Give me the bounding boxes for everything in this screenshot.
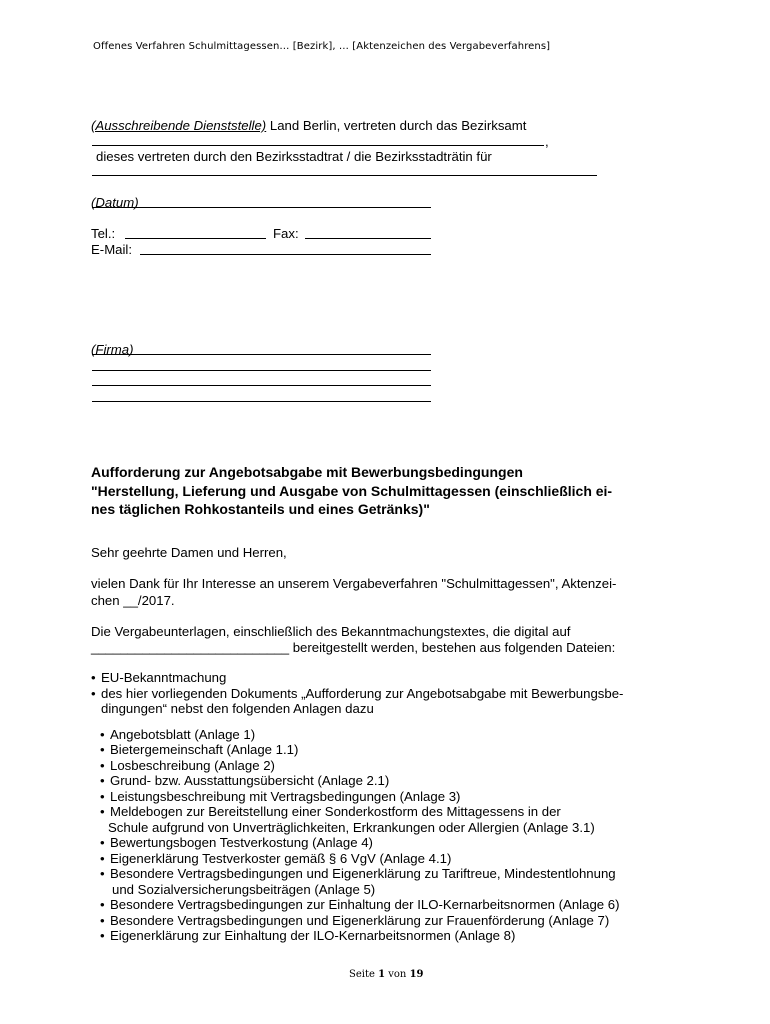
authority-label: (Ausschreibende Dienststelle) bbox=[91, 118, 267, 133]
bullet-icon: • bbox=[100, 851, 105, 866]
intro-paragraph-line-2: chen __/2017. bbox=[91, 593, 175, 608]
list-item: • Eigenerklärung zur Einhaltung der ILO-Kernarbeitsnormen (Anlage 8) bbox=[100, 928, 516, 943]
list-item: • Besondere Vertragsbedingungen und Eigenerklärung zur Frauenförderung (Anlage 7) bbox=[100, 913, 610, 928]
bullet-icon: • bbox=[91, 686, 96, 701]
documents-paragraph-line-2: ___________________________ bereitgestellt werden, bestehen aus folgenden Dateien: bbox=[91, 640, 616, 655]
list-item: • Meldebogen zur Bereitstellung einer Sonderkostform des Mittagessens in der bbox=[100, 804, 561, 819]
bullet-icon: • bbox=[100, 913, 105, 928]
list-item: • Grund- bzw. Ausstattungsübersicht (Anlage 2.1) bbox=[100, 773, 390, 788]
authority-text: Land Berlin, vertreten durch das Bezirksamt bbox=[269, 118, 527, 133]
page-number-footer: Seite 1 von 19 bbox=[349, 969, 424, 980]
intro-paragraph-line-1: vielen Dank für Ihr Interesse an unserem Vergabeverfahren "Schulmittagessen", Aktenzei- bbox=[91, 576, 617, 591]
company-fill-line-1 bbox=[92, 354, 431, 355]
list-item: • des hier vorliegenden Dokuments „Aufforderung zur Angebotsabgabe mit Bewerbungsbe- bbox=[91, 686, 624, 701]
date-fill-line bbox=[92, 207, 431, 208]
list-item: • EU-Bekanntmachung bbox=[91, 670, 227, 685]
tel-label: Tel.: bbox=[91, 226, 116, 241]
bullet-icon: • bbox=[91, 670, 96, 685]
list-item: • Eigenerklärung Testverkoster gemäß § 6 VgV (Anlage 4.1) bbox=[100, 851, 452, 866]
company-fill-line-2 bbox=[92, 370, 431, 371]
tel-fill-line bbox=[125, 238, 266, 239]
list-item: • Losbeschreibung (Anlage 2) bbox=[100, 758, 275, 773]
bullet-icon: • bbox=[100, 789, 105, 804]
company-fill-line-4 bbox=[92, 401, 431, 402]
list-item-continuation: Schule aufgrund von Unverträglichkeiten, Erkrankungen oder Allergien (Anlage 3.1) bbox=[108, 820, 595, 835]
bullet-icon: • bbox=[100, 804, 105, 819]
list-item: • Besondere Vertragsbedingungen und Eigenerklärung zu Tariftreue, Mindestentlohnung bbox=[100, 866, 616, 881]
bullet-icon: • bbox=[100, 742, 105, 757]
running-header: Offenes Verfahren Schulmittagessen… [Bezirk], … [Aktenzeichen des Vergabeverfahrens] bbox=[93, 41, 551, 52]
authority-comma: , bbox=[545, 134, 549, 149]
list-item: • Besondere Vertragsbedingungen zur Einhaltung der ILO-Kernarbeitsnormen (Anlage 6) bbox=[100, 897, 620, 912]
fax-label: Fax: bbox=[273, 226, 299, 241]
bullet-icon: • bbox=[100, 773, 105, 788]
document-title-line-1: Aufforderung zur Angebotsabgabe mit Bewerbungsbedingungen bbox=[91, 464, 523, 480]
fax-fill-line bbox=[305, 238, 431, 239]
list-item: • Bewertungsbogen Testverkostung (Anlage 4) bbox=[100, 835, 373, 850]
documents-paragraph-line-1: Die Vergabeunterlagen, einschließlich des Bekanntmachungstextes, die digital auf bbox=[91, 624, 571, 639]
authority-fill-line bbox=[92, 145, 544, 146]
bullet-icon: • bbox=[100, 835, 105, 850]
total-pages: 19 bbox=[409, 969, 424, 980]
department-fill-line bbox=[92, 175, 597, 176]
list-item: • Angebotsblatt (Anlage 1) bbox=[100, 727, 256, 742]
document-title-line-2: "Herstellung, Lieferung und Ausgabe von Schulmittagessen (einschließlich ei- bbox=[91, 483, 613, 499]
company-label: (Firma) bbox=[91, 342, 134, 357]
authority-line bbox=[91, 118, 526, 134]
salutation: Sehr geehrte Damen und Herren, bbox=[91, 545, 287, 560]
document-title-line-3: nes täglichen Rohkostanteils und eines Getränks)" bbox=[91, 501, 430, 517]
list-item-continuation: und Sozialversicherungsbeiträgen (Anlage 5) bbox=[112, 882, 376, 897]
list-item: • Leistungsbeschreibung mit Vertragsbedingungen (Anlage 3) bbox=[100, 789, 461, 804]
authority-representative-text: dieses vertreten durch den Bezirksstadtrat / die Bezirksstadträtin für bbox=[96, 149, 492, 164]
company-fill-line-3 bbox=[92, 385, 431, 386]
current-page: 1 bbox=[378, 969, 386, 980]
list-item: • Bietergemeinschaft (Anlage 1.1) bbox=[100, 742, 299, 757]
list-item-continuation: dingungen“ nebst den folgenden Anlagen dazu bbox=[101, 701, 374, 716]
bullet-icon: • bbox=[100, 928, 105, 943]
email-fill-line bbox=[140, 254, 431, 255]
bullet-icon: • bbox=[100, 897, 105, 912]
bullet-icon: • bbox=[100, 758, 105, 773]
bullet-icon: • bbox=[100, 727, 105, 742]
date-label: (Datum) bbox=[91, 195, 139, 210]
email-label: E-Mail: bbox=[91, 242, 133, 257]
bullet-icon: • bbox=[100, 866, 105, 881]
